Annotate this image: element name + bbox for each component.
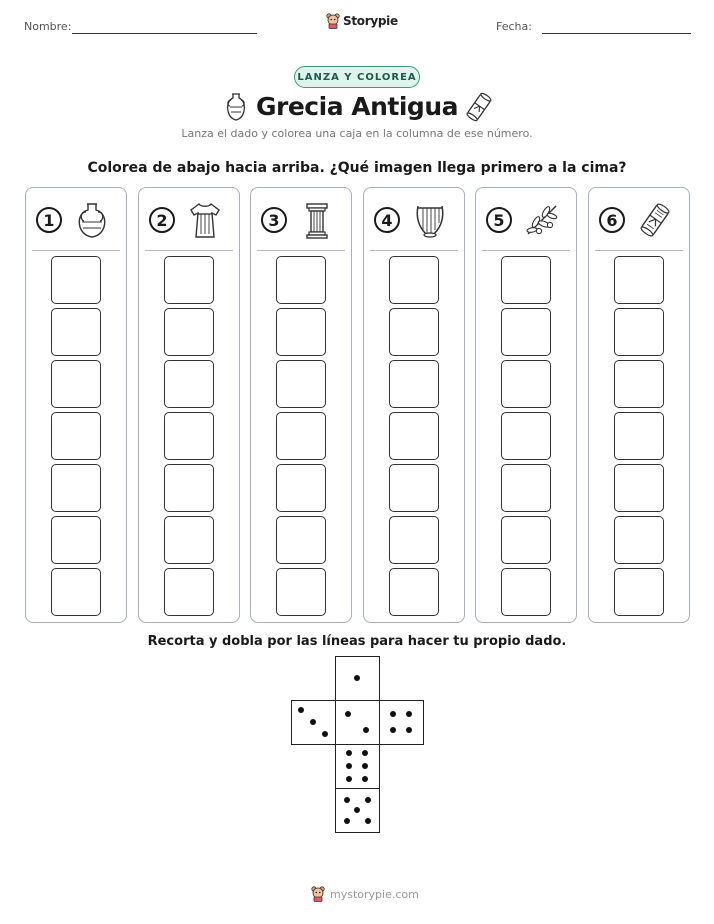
column-divider	[145, 250, 233, 251]
color-box[interactable]	[389, 412, 439, 460]
color-box[interactable]	[389, 516, 439, 564]
color-box[interactable]	[389, 308, 439, 356]
color-box[interactable]	[614, 360, 664, 408]
chiton-tunic-icon	[185, 200, 225, 240]
die-face-2	[335, 700, 380, 745]
name-label: Nombre:	[24, 20, 72, 33]
storypie-bear-icon	[326, 13, 340, 29]
color-box[interactable]	[614, 516, 664, 564]
die-pip	[390, 727, 396, 733]
column-5	[475, 187, 577, 623]
die-pip	[362, 750, 368, 756]
color-box[interactable]	[164, 308, 214, 356]
scroll-icon	[635, 200, 675, 240]
column-number: 2	[149, 207, 175, 233]
color-box[interactable]	[51, 308, 101, 356]
die-pip	[346, 776, 352, 782]
date-label: Fecha:	[496, 20, 532, 33]
color-box[interactable]	[614, 256, 664, 304]
die-pip	[345, 711, 351, 717]
brand-name: Storypie	[343, 14, 398, 28]
die-pip	[346, 763, 352, 769]
color-box[interactable]	[389, 464, 439, 512]
die-pip	[344, 797, 350, 803]
die-face-1	[335, 656, 380, 701]
page-title: Grecia Antigua	[256, 92, 458, 121]
die-pip	[354, 807, 360, 813]
color-box[interactable]	[164, 256, 214, 304]
color-box[interactable]	[501, 464, 551, 512]
color-box[interactable]	[501, 256, 551, 304]
footer	[310, 886, 419, 902]
column-1	[25, 187, 127, 623]
color-box[interactable]	[389, 568, 439, 616]
column-divider	[595, 250, 683, 251]
color-box[interactable]	[614, 568, 664, 616]
color-box[interactable]	[276, 412, 326, 460]
die-pip	[406, 711, 412, 717]
cut-instruction: Recorta y dobla por las líneas para hacer tu propio dado.	[147, 634, 567, 649]
die-face-6	[335, 744, 380, 789]
color-box[interactable]	[51, 412, 101, 460]
die-pip	[365, 797, 371, 803]
color-box[interactable]	[389, 256, 439, 304]
die-face-4	[379, 700, 424, 745]
die-face-5	[335, 788, 380, 833]
die-pip	[354, 675, 360, 681]
color-box[interactable]	[501, 516, 551, 564]
olive-branch-icon	[522, 200, 562, 240]
game-instruction: Colorea de abajo hacia arriba. ¿Qué imagen llega primero a la cima?	[87, 160, 627, 176]
color-box[interactable]	[614, 308, 664, 356]
subtitle: Lanza el dado y colorea una caja en la columna de ese número.	[181, 127, 533, 140]
column-number: 3	[261, 207, 287, 233]
date-line	[542, 33, 691, 34]
color-box[interactable]	[614, 464, 664, 512]
die-pip	[406, 727, 412, 733]
color-box[interactable]	[164, 516, 214, 564]
die-pip	[365, 818, 371, 824]
greek-column-icon	[297, 200, 337, 240]
die-pip	[363, 727, 369, 733]
color-box[interactable]	[501, 360, 551, 408]
die-pip	[298, 707, 304, 713]
color-box[interactable]	[501, 412, 551, 460]
lyre-harp-icon	[410, 200, 450, 240]
die-face-3	[291, 700, 336, 745]
color-box[interactable]	[164, 568, 214, 616]
column-divider	[482, 250, 570, 251]
color-box[interactable]	[51, 464, 101, 512]
die-pip	[362, 763, 368, 769]
color-box[interactable]	[614, 412, 664, 460]
color-box[interactable]	[276, 464, 326, 512]
color-box[interactable]	[389, 360, 439, 408]
color-box[interactable]	[51, 256, 101, 304]
color-box[interactable]	[276, 360, 326, 408]
color-box[interactable]	[51, 568, 101, 616]
color-box[interactable]	[164, 464, 214, 512]
scroll-icon	[466, 91, 492, 123]
color-box[interactable]	[276, 256, 326, 304]
column-2	[138, 187, 240, 623]
die-pip	[362, 776, 368, 782]
column-number: 5	[486, 207, 512, 233]
column-divider	[257, 250, 345, 251]
column-number: 4	[374, 207, 400, 233]
die-pip	[322, 731, 328, 737]
column-6	[588, 187, 690, 623]
color-box[interactable]	[164, 360, 214, 408]
activity-badge: LANZA Y COLOREA	[294, 66, 420, 88]
color-box[interactable]	[276, 568, 326, 616]
die-pip	[390, 711, 396, 717]
color-box[interactable]	[276, 516, 326, 564]
color-box[interactable]	[51, 360, 101, 408]
storypie-bear-icon	[310, 886, 326, 902]
color-box[interactable]	[276, 308, 326, 356]
color-box[interactable]	[51, 516, 101, 564]
column-divider	[370, 250, 458, 251]
brand-logo	[326, 13, 398, 29]
column-number: 1	[36, 207, 62, 233]
color-box[interactable]	[501, 568, 551, 616]
name-line	[72, 33, 257, 34]
column-number: 6	[599, 207, 625, 233]
die-pip	[344, 818, 350, 824]
column-3	[250, 187, 352, 623]
color-box[interactable]	[501, 308, 551, 356]
die-pip	[310, 719, 316, 725]
column-4	[363, 187, 465, 623]
column-divider	[32, 250, 120, 251]
footer-url: mystorypie.com	[330, 887, 419, 901]
amphora-icon	[72, 200, 112, 240]
color-box[interactable]	[164, 412, 214, 460]
die-pip	[346, 750, 352, 756]
